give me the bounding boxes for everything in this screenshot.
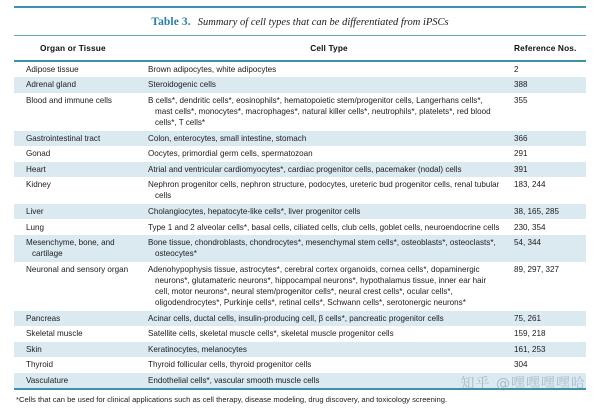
cell-reference: 183, 244: [514, 180, 546, 190]
table-row: [14, 204, 586, 220]
cell-cell-type: B cells*, dendritic cells*, eosinophils*, hematopoietic stem/progenitor cells, Langerhans cells*, mast cells*, monocytes*, macrophages*, natural killer cells*, neutrophils*, platelets*, red blood cells*, T cells*: [148, 95, 491, 128]
cell-organ: Lung: [26, 222, 45, 232]
cell-reference: 159, 218: [514, 329, 546, 339]
table-row: [14, 262, 586, 311]
table-footnote: *Cells that can be used for clinical applications such as cell therapy, disease modeling, drug discovery, and toxicology screening.: [16, 395, 448, 405]
cell-reference: 355: [514, 95, 528, 105]
table-caption-label: Table 3.: [151, 16, 191, 28]
cell-organ: Neuronal and sensory organ: [26, 264, 129, 274]
cell-reference: 54, 344: [510, 235, 586, 262]
cell-reference: 2: [514, 64, 519, 74]
table-header: [14, 36, 586, 60]
table-header-row: [14, 36, 586, 60]
cell-cell-type: Steroidogenic cells: [136, 77, 510, 93]
cell-organ: Thyroid: [26, 360, 53, 370]
table-row: [14, 235, 586, 262]
cell-reference: 366: [510, 131, 586, 147]
cell-organ: Adipose tissue: [26, 64, 79, 74]
table-row: [14, 93, 586, 131]
cell-reference: 291: [514, 149, 528, 159]
cell-organ: Heart: [14, 162, 136, 178]
cell-reference: [510, 373, 586, 389]
table-row: [14, 177, 586, 204]
table-row: [14, 162, 586, 178]
cell-cell-type: Thyroid follicular cells, thyroid progenitor cells: [148, 360, 312, 370]
table-figure: [0, 6, 600, 419]
table-caption: [14, 8, 586, 35]
cell-cell-type: Adenohypophysis tissue, astrocytes*, cerebral cortex organoids, cornea cells*, dopaminergic neurons*, glutamateric neurons*, hippocampal neurons*, hypothalamus tissue, inner ear hair cell, motor neurons*, neural stem/progenitor cells*, neural crest cells*, ocular cells*, oligodendrocytes*, Purkinje cells*, retinal cells*, Schwann cells*, serotonergic neurons*: [148, 264, 487, 308]
cell-cell-type: Colon, enterocytes, small intestine, stomach: [136, 131, 510, 147]
cell-types-table: [14, 36, 586, 60]
cell-cell-type: Endothelial cells*, vascular smooth muscle cells: [136, 373, 510, 389]
cell-types-table-body: [14, 62, 586, 389]
cell-cell-type: Cholangiocytes, hepatocyte-like cells*, liver progenitor cells: [136, 204, 510, 220]
cell-cell-type: Acinar cells, ductal cells, insulin-producing cell, β cells*, pancreatic progenitor cells: [136, 311, 510, 327]
table-row: [14, 131, 586, 147]
cell-organ: Mesenchyme, bone, and cartilage: [14, 235, 136, 262]
cell-reference: 230, 354: [514, 222, 546, 232]
cell-organ: Adrenal gland: [14, 77, 136, 93]
table-row: [14, 357, 586, 373]
table-row: [14, 373, 586, 389]
cell-reference: 161, 253: [510, 342, 586, 358]
table-row: [14, 326, 586, 342]
cell-organ: Vasculature: [14, 373, 136, 389]
watermark: 知乎 @嘿嘿嘿嘿哈: [460, 376, 586, 392]
cell-organ: Gonad: [26, 149, 51, 159]
column-header-organ: Organ or Tissue: [40, 42, 106, 53]
cell-reference: 391: [510, 162, 586, 178]
cell-organ: Kidney: [26, 180, 51, 190]
table-row: [14, 342, 586, 358]
cell-cell-type: Atrial and ventricular cardiomyocytes*, cardiac progenitor cells, pacemaker (nodal) cells: [136, 162, 510, 178]
cell-cell-type: Keratinocytes, melanocytes: [136, 342, 510, 358]
cell-cell-type: Bone tissue, chondroblasts, chondrocytes*, mesenchymal stem cells*, osteoblasts*, osteoclasts*, osteocytes*: [136, 235, 510, 262]
table-row: [14, 219, 586, 235]
table-body: [14, 62, 586, 389]
cell-organ: Liver: [14, 204, 136, 220]
cell-organ: Blood and immune cells: [26, 95, 112, 105]
table-row: [14, 77, 586, 93]
table-row: [14, 62, 586, 78]
table-row: [14, 311, 586, 327]
cell-cell-type: Type 1 and 2 alveolar cells*, basal cells, ciliated cells, club cells, goblet cells, neuroendocrine cells: [148, 222, 500, 232]
cell-reference: 89, 297, 327: [514, 264, 560, 274]
cell-reference: 304: [514, 360, 528, 370]
cell-reference: 75, 261: [510, 311, 586, 327]
cell-organ: Gastrointestinal tract: [14, 131, 136, 147]
table-caption-text: Summary of cell types that can be differentiated from iPSCs: [197, 17, 449, 28]
cell-cell-type: Nephron progenitor cells, nephron structure, podocytes, ureteric bud progenitor cells, renal tubular cells: [148, 180, 500, 201]
cell-cell-type: Satellite cells, skeletal muscle cells*, skeletal muscle progenitor cells: [148, 329, 394, 339]
cell-organ: Skeletal muscle: [26, 329, 83, 339]
cell-organ: Pancreas: [14, 311, 136, 327]
cell-organ: Skin: [14, 342, 136, 358]
cell-cell-type: Oocytes, primordial germ cells, spermatozoan: [148, 149, 313, 159]
column-header-reference: Reference Nos.: [514, 42, 577, 53]
table-row: [14, 146, 586, 162]
column-header-cell-type: Cell Type: [310, 42, 348, 53]
cell-reference: 388: [510, 77, 586, 93]
cell-reference: 38, 165, 285: [510, 204, 586, 220]
cell-cell-type: Brown adipocytes, white adipocytes: [148, 64, 277, 74]
